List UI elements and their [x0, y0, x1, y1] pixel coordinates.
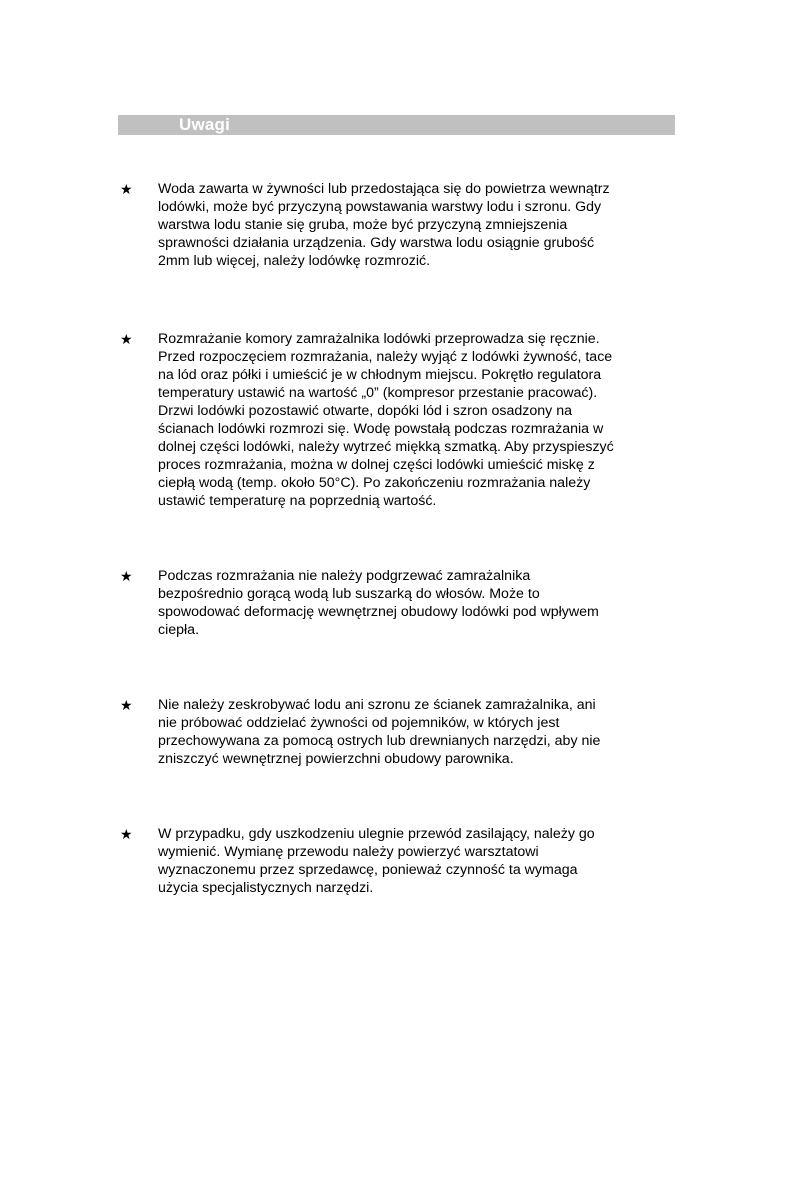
note-text: Podczas rozmrażania nie należy podgrzewać zamrażalnika bezpośrednio gorącą wodą lub suszarką do włosów. Może to spowodować deformację wewnętrznej obudowy lodówki pod wpływem ciepła. [158, 568, 599, 638]
note-text: Woda zawarta w żywności lub przedostająca się do powietrza wewnątrz lodówki, może być przyczyną powstawania warstwy lodu i szronu. Gdy warstwa lodu stanie się gruba, może być przyczyną zmniejszenia sprawności działania urządzenia. Gdy warstwa lodu osiągnie grubość 2mm lub więcej, należy lodówkę rozmrozić. [158, 181, 610, 269]
section-title: Uwagi [179, 115, 231, 134]
star-bullet-icon: ★ [120, 697, 133, 713]
star-bullet-icon: ★ [120, 568, 133, 584]
note-text: Nie należy zeskrobywać lodu ani szronu ze ścianek zamrażalnika, ani nie próbować oddzielać żywności od pojemników, w których jest przechowywana za pomocą ostrych lub drewnianych narzędzi, aby nie zniszczyć wewnętrznej powierzchni obudowy parownika. [158, 697, 601, 767]
section-header-bar [118, 115, 675, 135]
star-bullet-icon: ★ [120, 826, 133, 842]
star-bullet-icon: ★ [120, 331, 133, 347]
note-text: W przypadku, gdy uszkodzeniu ulegnie przewód zasilający, należy go wymienić. Wymianę przewodu należy powierzyć warsztatowi wyznaczonemu przez sprzedawcę, ponieważ czynność ta wymaga użycia specjalistycznych narzędzi. [158, 826, 595, 896]
note-text: Rozmrażanie komory zamrażalnika lodówki przeprowadza się ręcznie. Przed rozpoczęciem rozmrażania, należy wyjąć z lodówki żywność, tace na lód oraz półki i umieścić je w chłodnym miejscu. Pokrętło regulatora temperatury ustawić na wartość „0” (kompresor przestanie pracować). Drzwi lodówki pozostawić otwarte, dopóki lód i szron osadzony na ścianach lodówki rozmrozi się. Wodę powstałą podczas rozmrażania w dolnej części lodówki, należy wytrzeć miękką szmatką. Aby przyspieszyć proces rozmrażania, można w dolnej części lodówki umieścić miskę z ciepłą wodą (temp. około 50°C). Po zakończeniu rozmrażania należy ustawić temperaturę na poprzednią wartość. [158, 331, 614, 509]
star-bullet-icon: ★ [120, 181, 133, 197]
